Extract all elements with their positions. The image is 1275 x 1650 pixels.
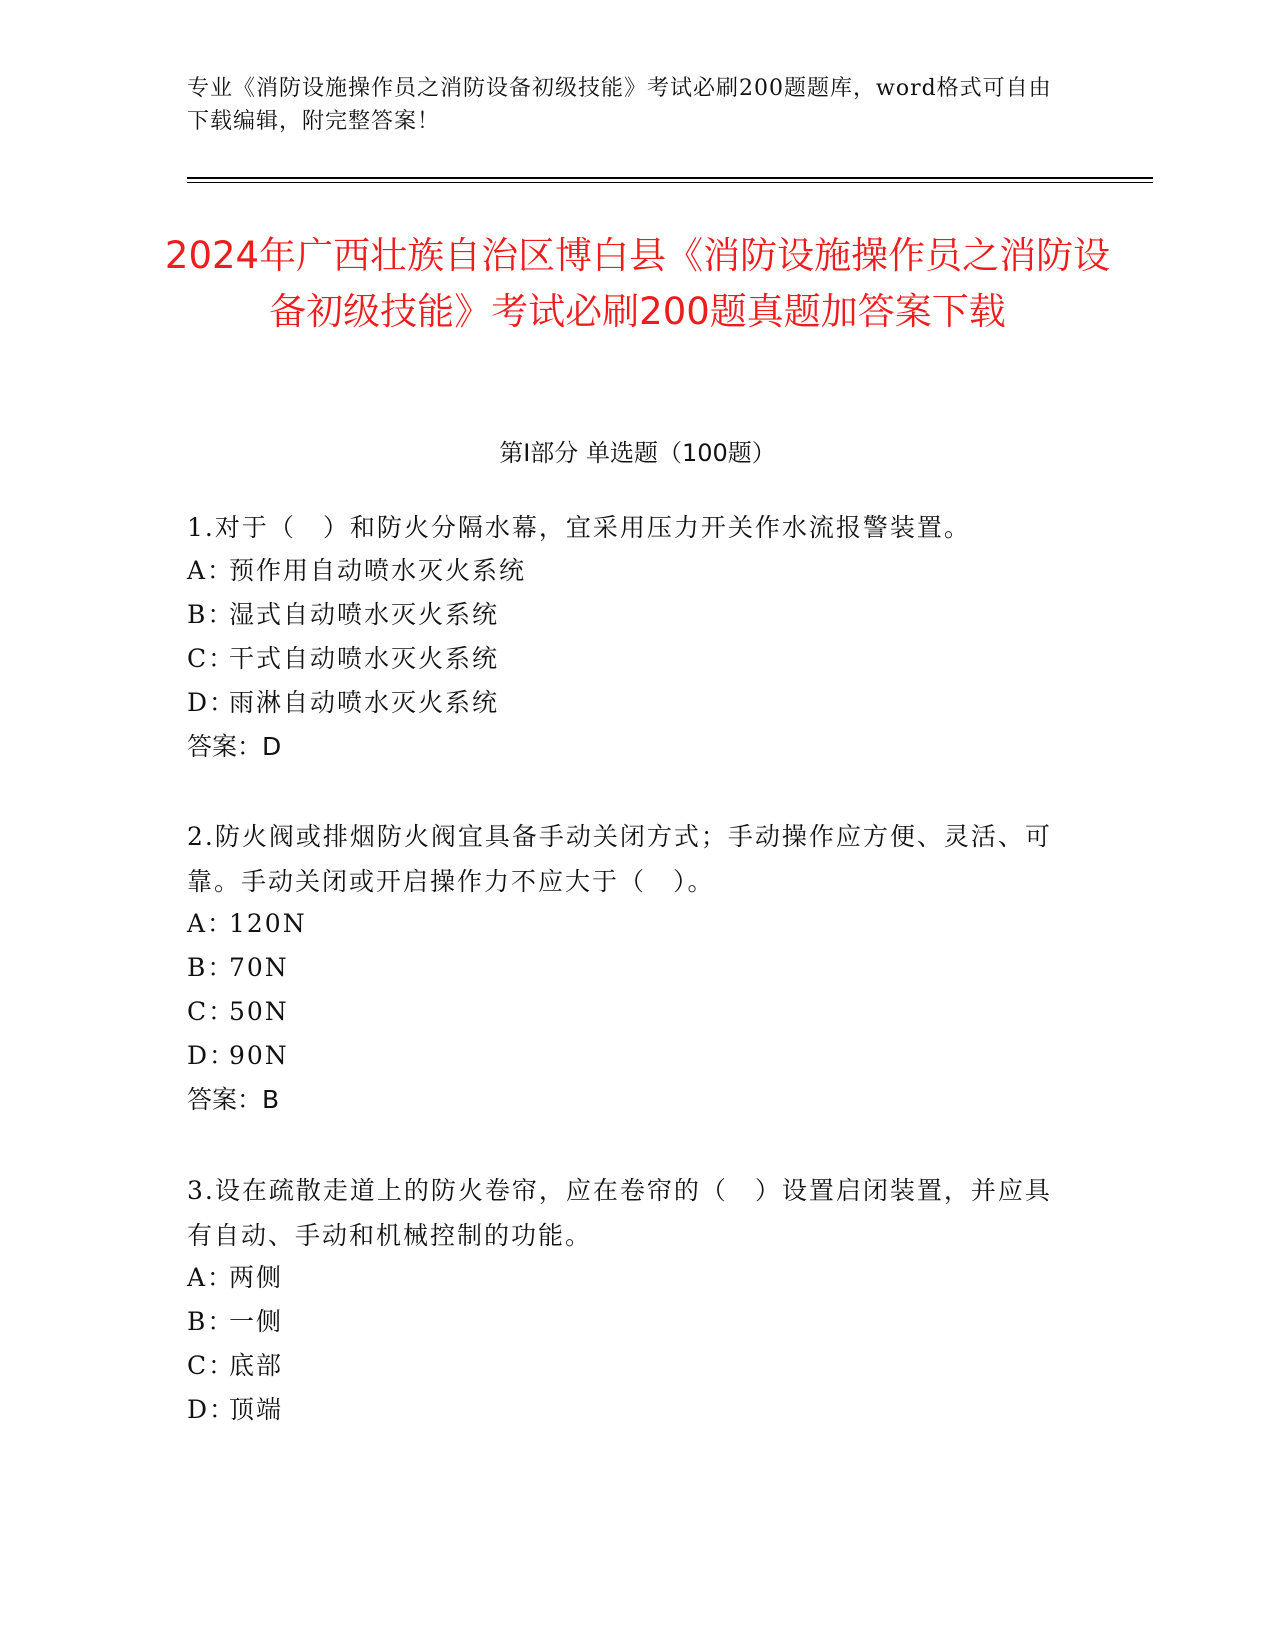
question-2-option-d (187, 1038, 1067, 1074)
option-text: 预作用自动喷水灭火系统 (229, 556, 527, 585)
question-2-text: 2.防火阀或排烟防火阀宜具备手动关闭方式；手动操作应方便、灵活、可靠。手动关闭或开启操作力不应大于（ ）。 (187, 822, 1052, 896)
option-text: 50N (229, 997, 289, 1026)
question-2-option-a (187, 906, 1067, 942)
option-text: 120N (229, 909, 307, 938)
section-heading: 第Ⅰ部分 单选题（100题） (499, 439, 776, 467)
question-3-option-b (187, 1304, 1067, 1340)
option-text: 雨淋自动喷水灭火系统 (229, 688, 500, 717)
question-2-option-c (187, 994, 1067, 1030)
option-key: D： (187, 688, 237, 717)
option-text: 90N (229, 1041, 289, 1070)
question-1-option-c (187, 641, 1067, 677)
option-text: 两侧 (229, 1263, 284, 1292)
option-text: 干式自动喷水灭火系统 (229, 644, 500, 673)
question-1-option-b (187, 597, 1067, 633)
option-text: 底部 (229, 1351, 284, 1380)
question-1-answer: 答案：D (187, 732, 282, 761)
question-2-answer: 答案：B (187, 1085, 280, 1114)
option-text: 顶端 (229, 1395, 284, 1424)
document-title: 2024年广西壮族自治区博白县《消防设施操作员之消防设备初级技能》考试必刷200题真题加答案下载 (164, 234, 1111, 333)
option-text: 湿式自动喷水灭火系统 (229, 600, 500, 629)
header-rule-thick (187, 177, 1153, 179)
option-key: B： (187, 600, 235, 629)
option-key: A： (187, 556, 235, 585)
header-note: 专业《消防设施操作员之消防设备初级技能》考试必刷200题题库，word格式可自由下载编辑，附完整答案！ (187, 76, 1052, 134)
question-2-option-b (187, 950, 1067, 986)
question-1-option-d (187, 685, 1067, 721)
option-key: C： (187, 1351, 236, 1380)
option-key: C： (187, 644, 236, 673)
question-3-option-a (187, 1260, 1067, 1296)
question-1-text: 1.对于（ ）和防火分隔水幕，宜采用压力开关作水流报警装置。 (187, 513, 971, 542)
option-text: 一侧 (229, 1307, 284, 1336)
header-rule-thin (187, 182, 1153, 183)
option-text: 70N (229, 953, 289, 982)
option-key: A： (187, 1263, 235, 1292)
option-key: A： (187, 909, 235, 938)
question-3-option-d (187, 1392, 1067, 1428)
question-1-option-a (187, 553, 1067, 589)
question-3-text: 3.设在疏散走道上的防火卷帘，应在卷帘的（ ）设置启闭装置，并应具有自动、手动和机械控制的功能。 (187, 1176, 1052, 1250)
option-key: B： (187, 1307, 235, 1336)
option-key: C： (187, 997, 236, 1026)
option-key: B： (187, 953, 235, 982)
option-key: D： (187, 1395, 237, 1424)
question-3-option-c (187, 1348, 1067, 1384)
option-key: D： (187, 1041, 237, 1070)
